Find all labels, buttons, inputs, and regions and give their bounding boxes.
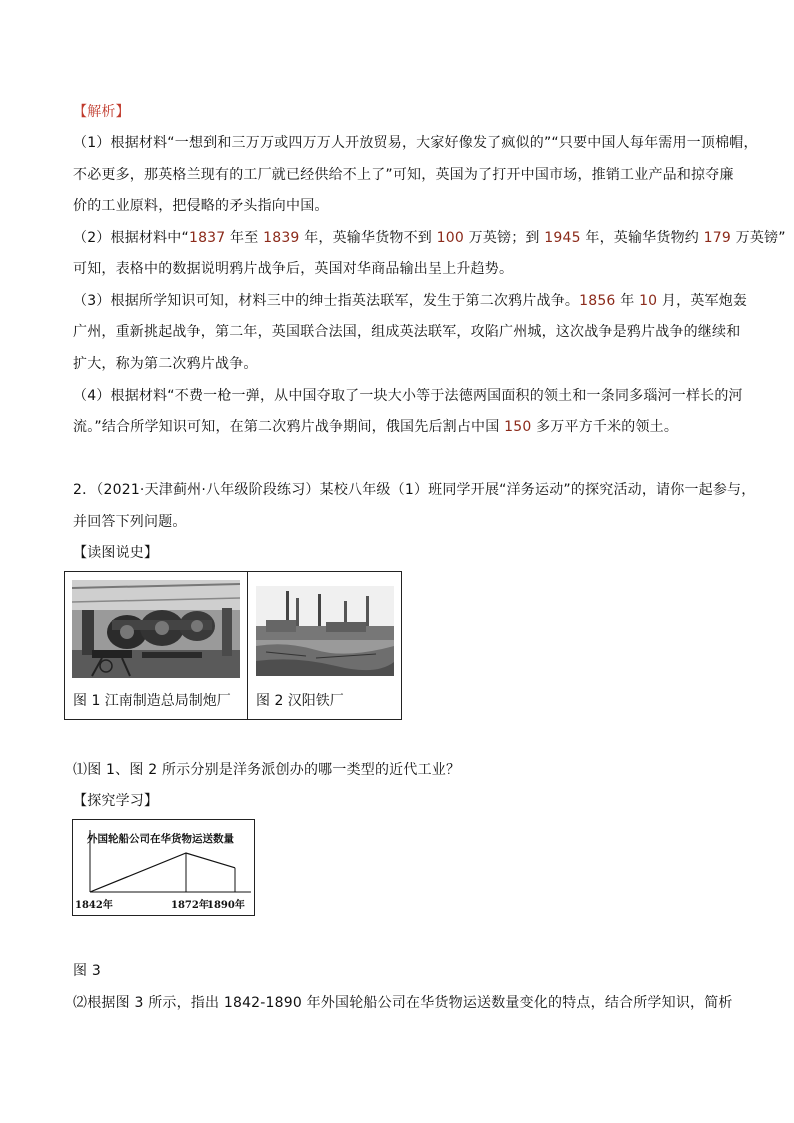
series-line xyxy=(90,853,235,892)
text-segment: 月，英军炮轰 xyxy=(657,293,748,309)
figure1-cell xyxy=(65,572,248,719)
figure3-chart xyxy=(72,819,255,916)
iron-factory-photo xyxy=(256,586,394,676)
chart-title: 外国轮船公司在华货物运送数量 xyxy=(87,833,234,845)
explore-heading: 【探究学习】 xyxy=(73,793,159,809)
cannon-factory-photo xyxy=(72,580,240,678)
chart-svg xyxy=(73,820,254,915)
question2-sub1: ⑴图 1、图 2 所示分别是洋务派创办的哪一类型的近代工业？ xyxy=(73,762,461,778)
analysis-heading: 【解析】 xyxy=(73,104,130,120)
text-segment: 流。”结合所学知识可知，在第二次鸦片战争期间，俄国先后割占中国 xyxy=(73,419,505,435)
figure2-caption: 图 2 汉阳铁厂 xyxy=(256,693,344,709)
text-segment: 年至 xyxy=(225,230,264,246)
question2-line1: 2．（2021·天津蓟州·八年级阶段练习）某校八年级（1）班同学开展“洋务运动”的探究活动，请你一起参与， xyxy=(73,482,756,498)
analysis-p2-line2: 可知，表格中的数据说明鸦片战争后，英国对华商品输出呈上升趋势。 xyxy=(73,261,514,277)
text-segment: （2）根据材料中“ xyxy=(73,230,189,246)
question2-line2: 并回答下列问题。 xyxy=(73,514,187,530)
year-number: 1837 xyxy=(188,230,226,246)
year-number: 1856 xyxy=(579,293,616,309)
figure3-label: 图 3 xyxy=(73,963,101,979)
amount-number: 179 xyxy=(703,230,731,246)
x-tick-label: 1842年 xyxy=(75,900,113,911)
amount-number: 100 xyxy=(436,230,464,246)
analysis-p2-line1 xyxy=(73,228,786,248)
figure2-cell xyxy=(248,572,401,719)
question2-sub2: ⑵根据图 3 所示，指出 1842-1890 年外国轮船公司在华货物运送数量变化的特点，结合所学知识，简析 xyxy=(73,995,733,1011)
analysis-p1-line2: 不必更多，那英格兰现有的工厂就已经供给不上了”可知，英国为了打开中国市场，推销工业产品和掠夺廉 xyxy=(73,167,734,183)
year-number: 1839 xyxy=(263,230,300,246)
analysis-p3-line3: 扩大，称为第二次鸦片战争。 xyxy=(73,356,258,372)
text-segment: 万英镑；到 xyxy=(463,230,545,246)
x-tick-label: 1890年 xyxy=(207,900,245,911)
text-segment: （3）根据所学知识可知，材料三中的绅士指英法联军，发生于第二次鸦片战争。 xyxy=(73,293,580,309)
read-figure-heading: 【读图说史】 xyxy=(73,545,159,561)
analysis-p3-line2: 广州，重新挑起战争，第二年，英国联合法国，组成英法联军，攻陷广州城，这次战争是鸦片战争的继续和 xyxy=(73,324,741,340)
text-segment: 年，英输华货物不到 xyxy=(299,230,437,246)
figure1-caption: 图 1 江南制造总局制炮厂 xyxy=(73,693,231,709)
x-tick-label: 1872年 xyxy=(171,900,209,911)
text-segment: 年 xyxy=(615,293,640,309)
text-segment: 万英镑” xyxy=(730,230,786,246)
analysis-p1-line3: 价的工业原料，把侵略的矛头指向中国。 xyxy=(73,198,329,214)
year-number: 1945 xyxy=(544,230,581,246)
analysis-p4-line1: （4）根据材料“不费一枪一弹，从中国夺取了一块大小等于法德两国面积的领土和一条同多瑙河一样长的河 xyxy=(73,388,743,404)
month-number: 10 xyxy=(639,293,658,309)
analysis-p4-line2 xyxy=(73,417,678,437)
text-segment: 多万平方千米的领土。 xyxy=(531,419,679,435)
figure-table xyxy=(64,571,402,720)
text-segment: 年，英输华货物约 xyxy=(580,230,704,246)
analysis-p1-line1: （1）根据材料“一想到和三万万或四万万人开放贸易，大家好像发了疯似的”“只要中国人每年需用一顶棉帽， xyxy=(73,135,758,151)
area-number: 150 xyxy=(504,419,532,435)
analysis-p3-line1 xyxy=(73,291,747,311)
